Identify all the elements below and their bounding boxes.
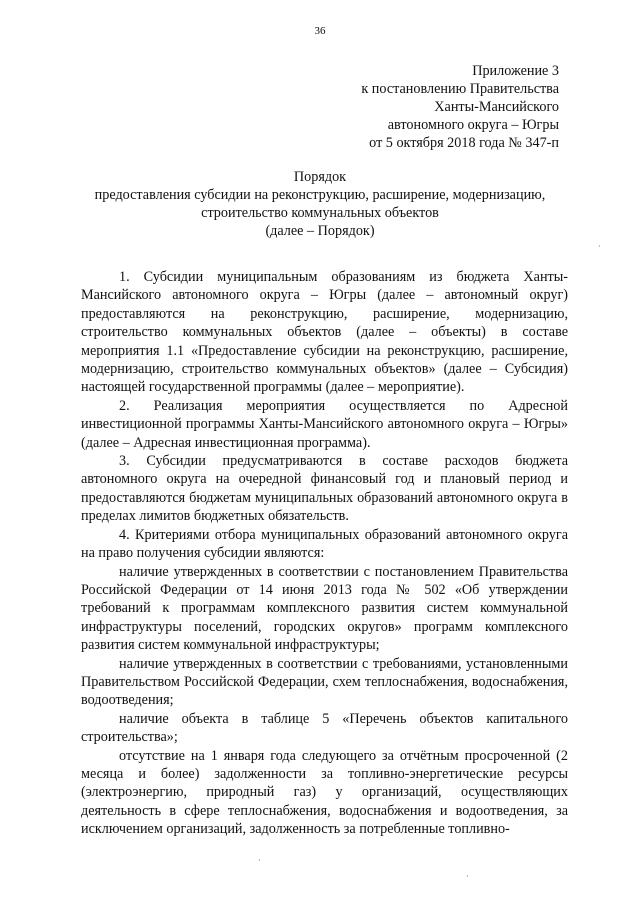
- paragraph: наличие утвержденных в соответствии с постановлением Правительства Российской Федерации от 14 июня 2013 года № 502 «Об утверждении требований к программам комплексного развития систем коммунальной инфраструктуры поселений, городских округов» программ комплексного развития систем коммунальной инфраструктуры;: [81, 563, 568, 654]
- appendix-line: Приложение 3: [472, 63, 559, 79]
- title-line: (далее – Порядок): [265, 223, 375, 239]
- appendix-line: Ханты-Мансийского: [434, 99, 559, 115]
- paragraph: 2. Реализация мероприятия осуществляется по Адресной инвестиционной программы Ханты-Мансийского автономного округа – Югры» (далее – Адресная инвестиционная программа).: [81, 397, 568, 451]
- title-line: строительство коммунальных объектов: [201, 205, 439, 221]
- paragraph: 3. Субсидии предусматриваются в составе расходов бюджета автономного округа на очередной финансовый год и плановый период и предоставляются бюджетам муниципальных образований автономного округа в пределах лимитов бюджетных обязательств.: [81, 453, 568, 525]
- scan-speck: ·: [466, 872, 469, 881]
- title-line: предоставления субсидии на реконструкцию, расширение, модернизацию,: [94, 187, 546, 203]
- appendix-line: к постановлению Правительства: [361, 81, 559, 97]
- paragraph: наличие утвержденных в соответствии с требованиями, установленными Правительством Российской Федерации, схем теплоснабжения, водоснабжения, водоотведения;: [81, 655, 568, 709]
- title-heading: Порядок: [293, 169, 347, 185]
- paragraph: отсутствие на 1 января года следующего за отчётным просроченной (2 месяца и более) задолженности за топливно-энергетические ресурсы (электроэнергию, природный газ) у организаций, осуществляющих деятельность в сфере теплоснабжения, водоснабжения и водоотведения, за исключением организаций, задолженность за потребленные топливно-: [81, 747, 568, 838]
- paragraph: 1. Субсидии муниципальным образованиям из бюджета Ханты-Мансийского автономного округа – Югры (далее – автономный округ) предоставляются на реконструкцию, расширение, модернизацию, строительство коммунальных объектов (далее – объекты) в составе мероприятия 1.1 «Предоставление субсидии на реконструкцию, расширение, модернизацию, строительство коммунальных объектов» (далее – Субсидия) настоящей государственной программы (далее – мероприятие).: [81, 269, 568, 396]
- scan-speck: ·: [258, 856, 261, 865]
- paragraph: 4. Критериями отбора муниципальных образований автономного округа на право получения субсидии являются:: [81, 526, 568, 562]
- appendix-line: автономного округа – Югры: [387, 117, 559, 133]
- page-number: 36: [314, 25, 326, 37]
- document-body: [81, 268, 568, 839]
- scan-speck: ·: [598, 242, 601, 251]
- document-title: [60, 168, 580, 240]
- paragraph: наличие объекта в таблице 5 «Перечень объектов капитального строительства»;: [81, 710, 568, 746]
- appendix-line: от 5 октября 2018 года № 347-п: [369, 135, 559, 151]
- appendix-header: [361, 62, 559, 152]
